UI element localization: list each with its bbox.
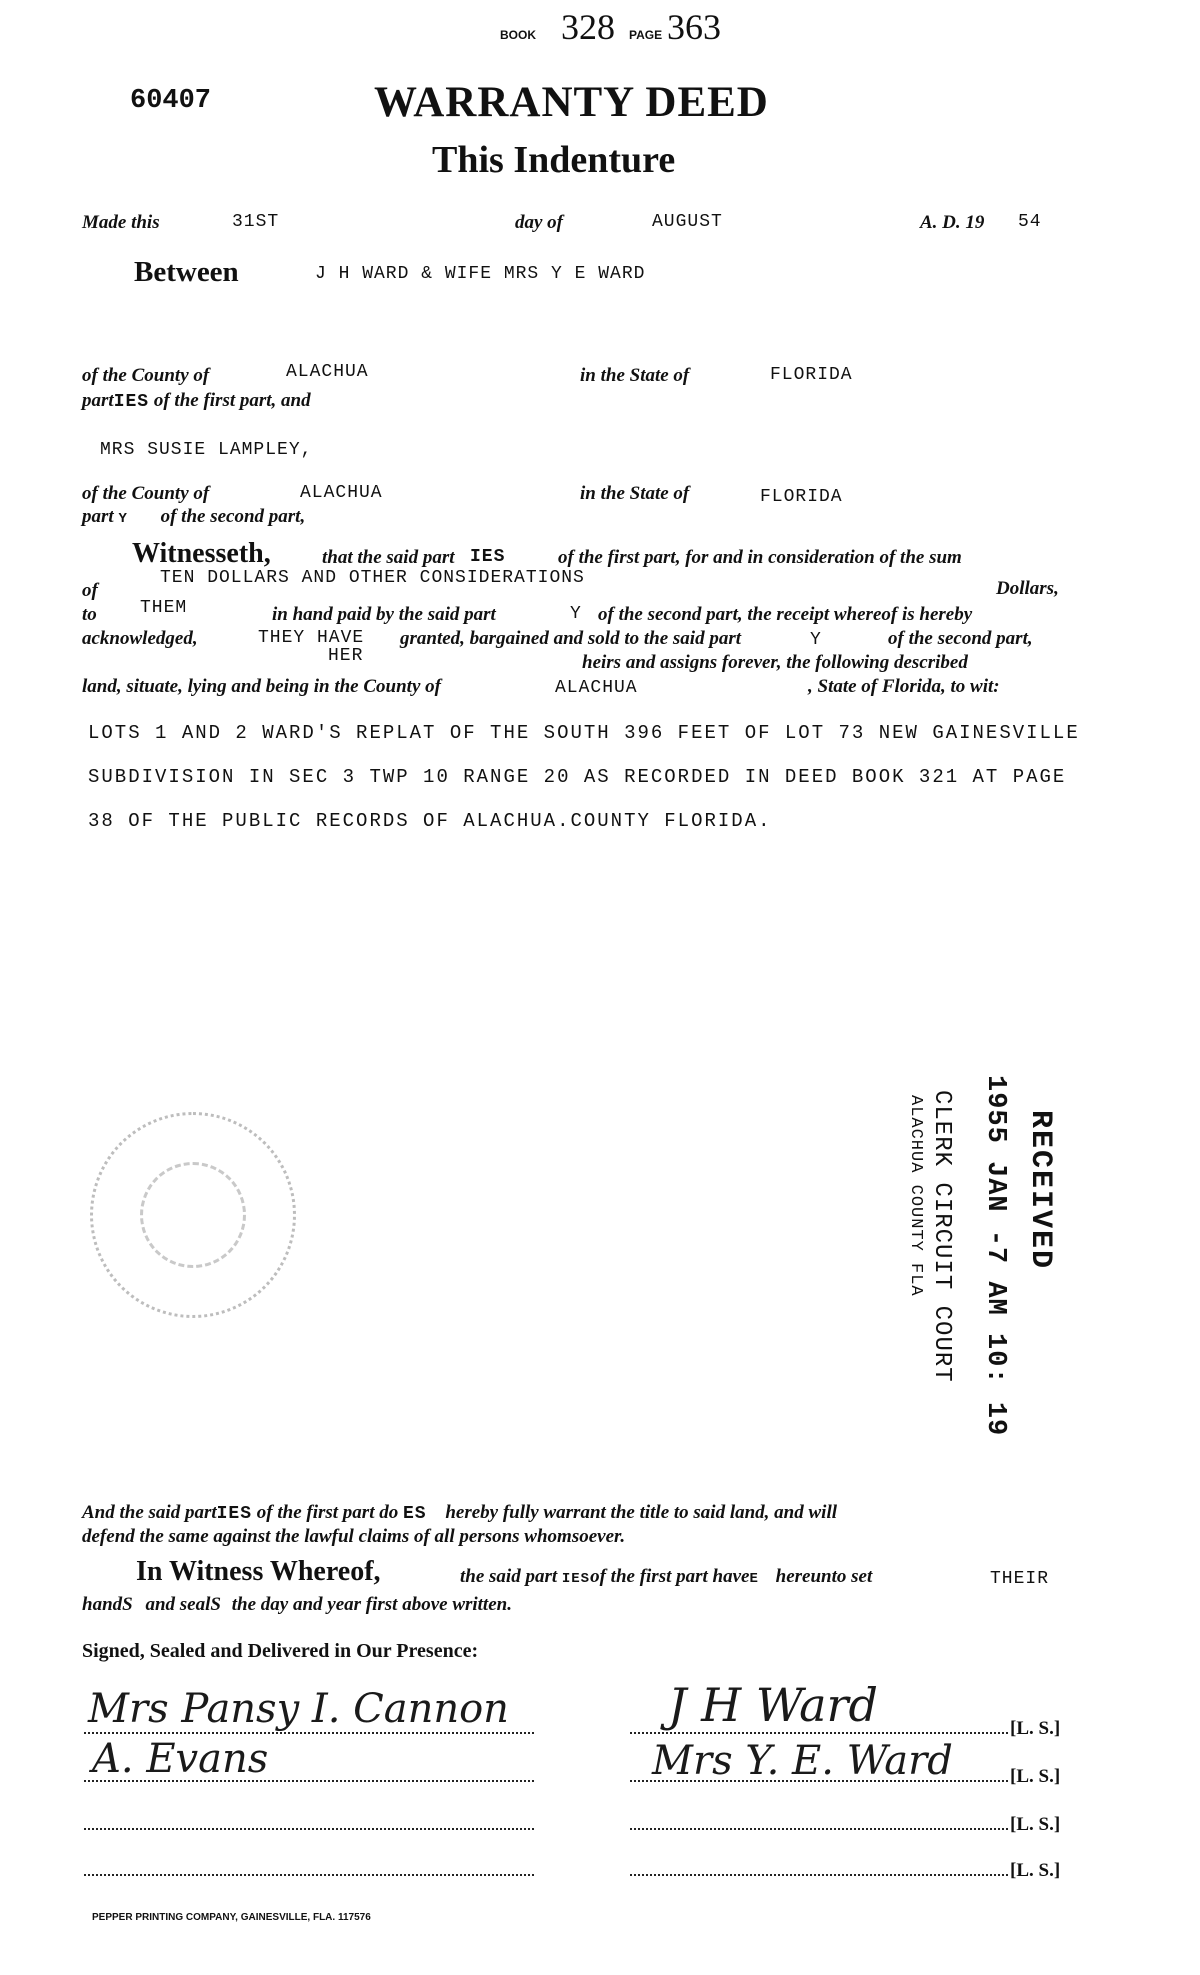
grantor-signature: J H Ward bbox=[668, 1678, 878, 1732]
ls-marker: [L. S.] bbox=[1010, 1766, 1061, 1787]
witnesseth-line1a: that the said part bbox=[322, 547, 455, 568]
witnesseth-line3b: in hand paid by the said part bbox=[272, 604, 496, 625]
in-witness-their: THEIR bbox=[990, 1569, 1050, 1589]
in-witness-line2 bbox=[82, 1594, 512, 1616]
warranty-line2: defend the same against the lawful claims of all persons whomsoever. bbox=[82, 1526, 626, 1547]
witnesseth-line6a: land, situate, lying and being in the County of bbox=[82, 676, 441, 697]
document-title: WARRANTY DEED bbox=[374, 79, 769, 126]
party2-part-label bbox=[82, 506, 305, 528]
in-witness-heading: In Witness Whereof, bbox=[136, 1556, 381, 1587]
dollars-label: Dollars, bbox=[996, 578, 1059, 599]
party2-county-label: of the County of bbox=[82, 483, 210, 504]
party1-part-text: of the first part, and bbox=[153, 390, 311, 411]
party1-part-word: part bbox=[82, 390, 114, 411]
in-witness-l1e: hereunto set bbox=[775, 1566, 873, 1587]
witnesseth-of: of bbox=[82, 580, 98, 601]
party2-county: ALACHUA bbox=[300, 483, 383, 503]
legal-description-line: SUBDIVISION IN SEC 3 TWP 10 RANGE 20 AS RECORDED IN DEED BOOK 321 AT PAGE bbox=[88, 766, 1067, 788]
in-witness-l1d: E bbox=[749, 1571, 759, 1587]
witnesseth-line6b: , State of Florida, to wit: bbox=[808, 676, 1000, 697]
in-witness-l1b: IES bbox=[561, 1571, 591, 1587]
printer-imprint: PEPPER PRINTING COMPANY, GAINESVILLE, FLA. 117576 bbox=[92, 1912, 371, 1923]
between-label: Between bbox=[134, 256, 239, 288]
party2-state: FLORIDA bbox=[760, 487, 843, 507]
witnesseth-line1c: of the first part, for and in consideration of the sum bbox=[558, 547, 962, 568]
grantor-signature-line bbox=[630, 1732, 1008, 1734]
witnesseth-line4b: granted, bargained and sold to the said part bbox=[400, 628, 741, 649]
in-witness-l2b: S bbox=[122, 1594, 133, 1615]
in-witness-line1 bbox=[460, 1566, 872, 1588]
witness-signature: Mrs Pansy I. Cannon bbox=[88, 1686, 509, 1732]
heirs-of: HER bbox=[328, 646, 364, 666]
witness-signature-line bbox=[84, 1874, 534, 1876]
document-subtitle: This Indenture bbox=[432, 139, 676, 181]
legal-description-line: LOTS 1 AND 2 WARD'S REPLAT OF THE SOUTH 396 FEET OF LOT 73 NEW GAINESVILLE bbox=[88, 722, 1080, 744]
warranty-l1a: And the said part bbox=[82, 1502, 217, 1523]
witnesseth-line3-suffix: Y bbox=[570, 604, 582, 624]
received-stamp-county: ALACHUA COUNTY FLA bbox=[906, 1095, 925, 1297]
grantee: MRS SUSIE LAMPLEY, bbox=[100, 440, 313, 460]
warranty-l1c: of the first part do bbox=[256, 1502, 399, 1523]
page-label: PAGE bbox=[629, 28, 663, 42]
grantor-signature-line bbox=[630, 1828, 1008, 1830]
party2-part-word: part bbox=[82, 506, 114, 527]
in-witness-l1c: of the first part have bbox=[590, 1566, 750, 1587]
witnesseth-to: to bbox=[82, 604, 97, 625]
ls-marker: [L. S.] bbox=[1010, 1718, 1061, 1739]
witnesseth-acknowledged: acknowledged, bbox=[82, 628, 198, 649]
warranty-line1 bbox=[82, 1502, 837, 1524]
party1-county: ALACHUA bbox=[286, 362, 369, 382]
grantor-signature-line bbox=[630, 1874, 1008, 1876]
party2-part-text: of the second part, bbox=[160, 506, 306, 527]
witnesseth-line4d: of the second part, bbox=[888, 628, 1033, 649]
party2-state-label: in the State of bbox=[580, 483, 690, 504]
party1-county-label: of the County of bbox=[82, 365, 210, 386]
signed-label: Signed, Sealed and Delivered in Our Presence: bbox=[82, 1640, 479, 1662]
in-witness-l2d: S bbox=[210, 1594, 221, 1615]
in-witness-l1a: the said part bbox=[460, 1566, 558, 1587]
grantors: J H WARD & WIFE MRS Y E WARD bbox=[315, 264, 646, 284]
ls-marker: [L. S.] bbox=[1010, 1860, 1061, 1881]
made-year: 54 bbox=[1018, 212, 1042, 232]
witnesseth-line5: heirs and assigns forever, the following described bbox=[582, 652, 968, 673]
received-stamp-clerk: CLERK CIRCUIT COURT bbox=[928, 1090, 955, 1383]
party1-state: FLORIDA bbox=[770, 365, 853, 385]
party1-part-suffix: IES bbox=[113, 392, 150, 412]
embossed-seal-inner bbox=[140, 1162, 246, 1268]
book-number: 328 bbox=[561, 7, 615, 47]
made-month: AUGUST bbox=[652, 212, 723, 232]
witnesseth-heading: Witnesseth, bbox=[132, 538, 271, 569]
page-number: 363 bbox=[667, 7, 721, 47]
in-witness-l2a: hand bbox=[82, 1594, 123, 1615]
witnesseth-line1-suffix: IES bbox=[470, 547, 506, 567]
consideration: TEN DOLLARS AND OTHER CONSIDERATIONS bbox=[160, 568, 585, 588]
in-witness-l2c: and seal bbox=[145, 1594, 211, 1615]
land-county: ALACHUA bbox=[555, 678, 638, 698]
witnesseth-line4-suffix: Y bbox=[810, 630, 822, 650]
received-stamp-label: RECEIVED bbox=[1023, 1110, 1057, 1271]
in-witness-l2e: the day and year first above written. bbox=[231, 1594, 512, 1615]
ls-marker: [L. S.] bbox=[1010, 1814, 1061, 1835]
witness-signature: A. Evans bbox=[92, 1736, 269, 1782]
payee: THEM bbox=[140, 598, 188, 618]
book-label: BOOK bbox=[500, 28, 536, 42]
warranty-l1e: hereby fully warrant the title to said land, and will bbox=[445, 1502, 837, 1523]
they-have: THEY HAVE bbox=[258, 628, 365, 648]
warranty-l1b: IES bbox=[216, 1504, 253, 1524]
party2-part-suffix: Y bbox=[118, 511, 128, 527]
warranty-l1d: ES bbox=[402, 1504, 427, 1524]
witnesseth-line3d: of the second part, the receipt whereof is hereby bbox=[598, 604, 973, 625]
legal-description-line: 38 OF THE PUBLIC RECORDS OF ALACHUA.COUNTY FLORIDA. bbox=[88, 810, 772, 832]
party1-state-label: in the State of bbox=[580, 365, 690, 386]
witness-signature-line bbox=[84, 1732, 534, 1734]
document-number: 60407 bbox=[130, 86, 212, 116]
made-this-label: Made this bbox=[82, 212, 160, 233]
made-day: 31ST bbox=[232, 212, 280, 232]
party1-part-label bbox=[82, 390, 311, 412]
witness-signature-line bbox=[84, 1828, 534, 1830]
grantor-signature: Mrs Y. E. Ward bbox=[652, 1738, 953, 1784]
received-stamp-datetime: 1955 JAN -7 AM 10: 19 bbox=[980, 1075, 1010, 1437]
ad-label: A. D. 19 bbox=[920, 212, 985, 233]
day-of-label: day of bbox=[515, 212, 564, 233]
